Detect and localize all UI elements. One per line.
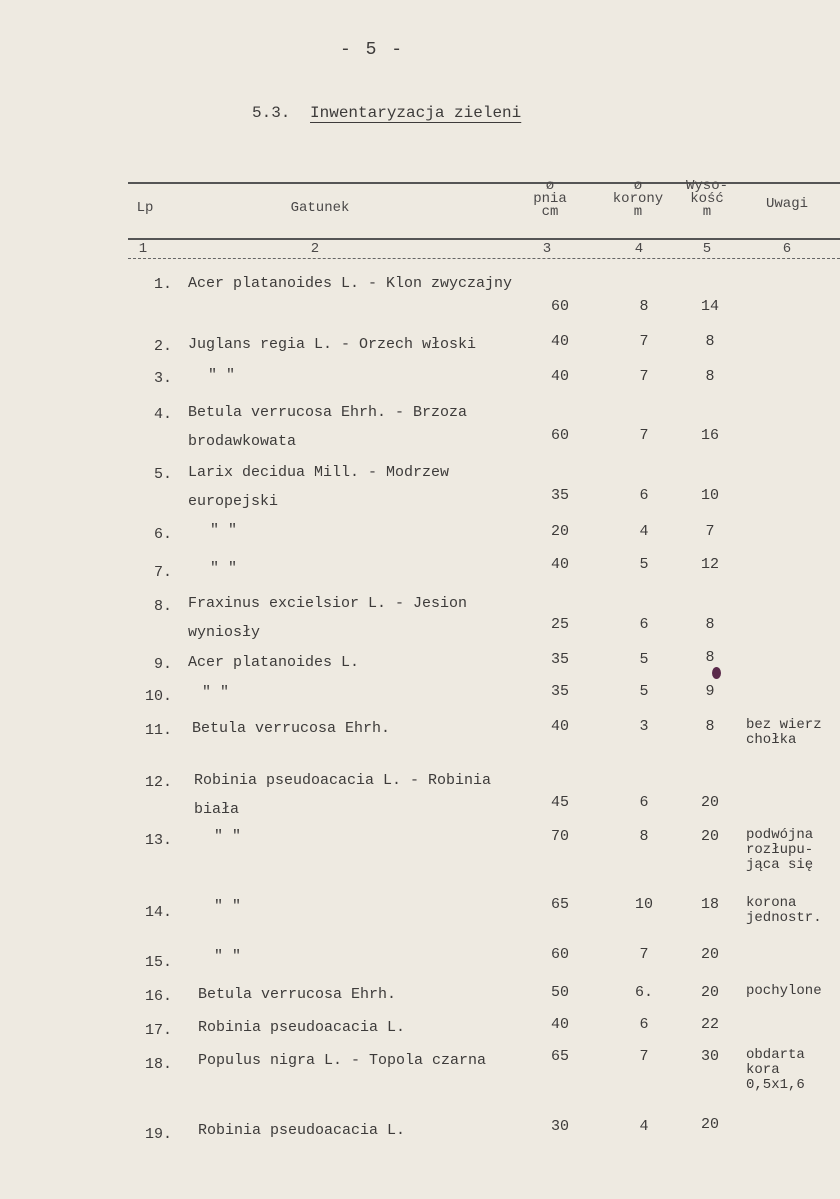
row-18-pnia: 65	[550, 1048, 569, 1065]
row-9-korony: 5	[639, 651, 649, 668]
row-6-name: " "	[210, 522, 238, 539]
row-19-wysokosc: 20	[700, 1116, 719, 1133]
row-12-pnia: 45	[550, 794, 569, 811]
row-15-name: " "	[214, 948, 242, 965]
row-11-lp: 11.	[144, 722, 172, 739]
row-14-pnia: 65	[550, 896, 569, 913]
row-2-pnia: 40	[550, 333, 569, 350]
row-12-name: Robinia pseudoacacia L. - Robinia biała	[194, 772, 492, 818]
row-7-name: " "	[210, 560, 238, 577]
row-11-name: Betula verrucosa Ehrh.	[192, 720, 391, 737]
row-3-wysokosc: 8	[705, 368, 715, 385]
row-19-korony: 4	[639, 1118, 649, 1135]
row-8-korony: 6	[639, 616, 649, 633]
row-2-korony: 7	[639, 333, 649, 350]
row-1-name: Acer platanoides L. - Klon zwyczajny	[188, 275, 513, 292]
row-11-korony: 3	[639, 718, 649, 735]
row-16-pnia: 50	[550, 984, 569, 1001]
row-17-lp: 17.	[144, 1022, 172, 1039]
row-7-korony: 5	[639, 556, 649, 573]
col-number-5: 5	[702, 241, 712, 257]
row-5-name: Larix decidua Mill. - Modrzew europejski	[188, 464, 450, 510]
section-heading	[252, 104, 521, 122]
row-12-lp: 12.	[144, 774, 172, 791]
row-12-korony: 6	[639, 794, 649, 811]
row-1-korony: 8	[639, 298, 649, 315]
row-11-uwagi: bez wierz chołka	[746, 717, 822, 748]
row-8-name: Fraxinus excielsior L. - Jesion wyniosły	[188, 595, 468, 641]
row-4-wysokosc: 16	[700, 427, 719, 444]
row-2-name: Juglans regia L. - Orzech włoski	[188, 336, 477, 353]
row-15-korony: 7	[639, 946, 649, 963]
row-3-name: " "	[208, 367, 236, 384]
row-16-uwagi: pochylone	[746, 983, 822, 999]
header-uwagi: Uwagi	[765, 196, 808, 212]
ink-blot	[712, 667, 721, 679]
row-4-pnia: 60	[550, 427, 569, 444]
row-17-pnia: 40	[550, 1016, 569, 1033]
row-9-pnia: 35	[550, 651, 569, 668]
section-number: 5.3.	[252, 104, 291, 122]
row-11-wysokosc: 8	[705, 718, 715, 735]
row-8-lp: 8.	[153, 598, 172, 615]
row-13-name: " "	[214, 828, 242, 845]
row-5-korony: 6	[639, 487, 649, 504]
row-14-name: " "	[214, 898, 242, 915]
row-16-lp: 16.	[144, 988, 172, 1005]
row-6-wysokosc: 7	[705, 523, 715, 540]
row-1-pnia: 60	[550, 298, 569, 315]
row-4-name: Betula verrucosa Ehrh. - Brzoza brodawkowata	[188, 404, 468, 450]
header-bottom-rule	[128, 258, 840, 259]
row-1-wysokosc: 14	[700, 298, 719, 315]
page-number: - 5 -	[340, 40, 405, 60]
row-1-lp: 1.	[153, 276, 172, 293]
row-9-lp: 9.	[153, 656, 172, 673]
row-17-korony: 6	[639, 1016, 649, 1033]
row-15-wysokosc: 20	[700, 946, 719, 963]
row-13-korony: 8	[639, 828, 649, 845]
row-3-lp: 3.	[153, 370, 172, 387]
header-gatunek: Gatunek	[290, 200, 350, 216]
header-pnia: ø pnia cm	[533, 178, 567, 220]
row-18-wysokosc: 30	[700, 1048, 719, 1065]
header-korony: ø korony m	[612, 178, 664, 220]
row-14-wysokosc: 18	[700, 896, 719, 913]
row-19-name: Robinia pseudoacacia L.	[198, 1122, 406, 1139]
row-18-korony: 7	[639, 1048, 649, 1065]
row-11-pnia: 40	[550, 718, 569, 735]
row-6-pnia: 20	[550, 523, 569, 540]
row-6-lp: 6.	[153, 526, 172, 543]
row-10-lp: 10.	[144, 688, 172, 705]
row-12-wysokosc: 20	[700, 794, 719, 811]
row-7-lp: 7.	[153, 564, 172, 581]
row-4-korony: 7	[639, 427, 649, 444]
header-lp: Lp	[136, 200, 154, 216]
row-14-lp: 14.	[144, 904, 172, 921]
row-18-name: Populus nigra L. - Topola czarna	[198, 1052, 487, 1069]
row-5-lp: 5.	[153, 466, 172, 483]
col-number-2: 2	[310, 241, 320, 257]
row-2-wysokosc: 8	[705, 333, 715, 350]
row-19-pnia: 30	[550, 1118, 569, 1135]
row-4-lp: 4.	[153, 406, 172, 423]
row-5-wysokosc: 10	[700, 487, 719, 504]
col-number-6: 6	[782, 241, 792, 257]
row-10-pnia: 35	[550, 683, 569, 700]
header-rule	[128, 238, 840, 240]
row-13-uwagi: podwójna rozłupu- jąca się	[746, 827, 814, 873]
row-13-wysokosc: 20	[700, 828, 719, 845]
row-3-korony: 7	[639, 368, 649, 385]
col-number-1: 1	[138, 241, 148, 257]
row-17-wysokosc: 22	[700, 1016, 719, 1033]
row-14-uwagi: korona jednostr.	[746, 895, 822, 926]
section-title: Inwentaryzacja zieleni	[310, 104, 522, 122]
row-15-pnia: 60	[550, 946, 569, 963]
row-10-name: " "	[202, 684, 230, 701]
row-19-lp: 19.	[144, 1126, 172, 1143]
row-3-pnia: 40	[550, 368, 569, 385]
row-2-lp: 2.	[153, 338, 172, 355]
row-7-wysokosc: 12	[700, 556, 719, 573]
row-18-lp: 18.	[144, 1056, 172, 1073]
row-16-name: Betula verrucosa Ehrh.	[198, 986, 397, 1003]
row-9-name: Acer platanoides L.	[188, 654, 360, 671]
row-9-wysokosc: 8	[705, 649, 715, 666]
row-14-korony: 10	[634, 896, 653, 913]
row-10-wysokosc: 9	[705, 683, 715, 700]
row-16-korony: 6.	[634, 984, 653, 1001]
row-10-korony: 5	[639, 683, 649, 700]
row-15-lp: 15.	[144, 954, 172, 971]
row-5-pnia: 35	[550, 487, 569, 504]
row-17-name: Robinia pseudoacacia L.	[198, 1019, 406, 1036]
header-wysokosc: Wyso- kość m	[685, 178, 728, 220]
row-8-wysokosc: 8	[705, 616, 715, 633]
row-16-wysokosc: 20	[700, 984, 719, 1001]
row-13-lp: 13.	[144, 832, 172, 849]
row-13-pnia: 70	[550, 828, 569, 845]
col-number-4: 4	[634, 241, 644, 257]
row-7-pnia: 40	[550, 556, 569, 573]
col-number-3: 3	[542, 241, 552, 257]
row-18-uwagi: obdarta kora 0,5x1,6	[746, 1047, 805, 1093]
row-6-korony: 4	[639, 523, 649, 540]
row-8-pnia: 25	[550, 616, 569, 633]
